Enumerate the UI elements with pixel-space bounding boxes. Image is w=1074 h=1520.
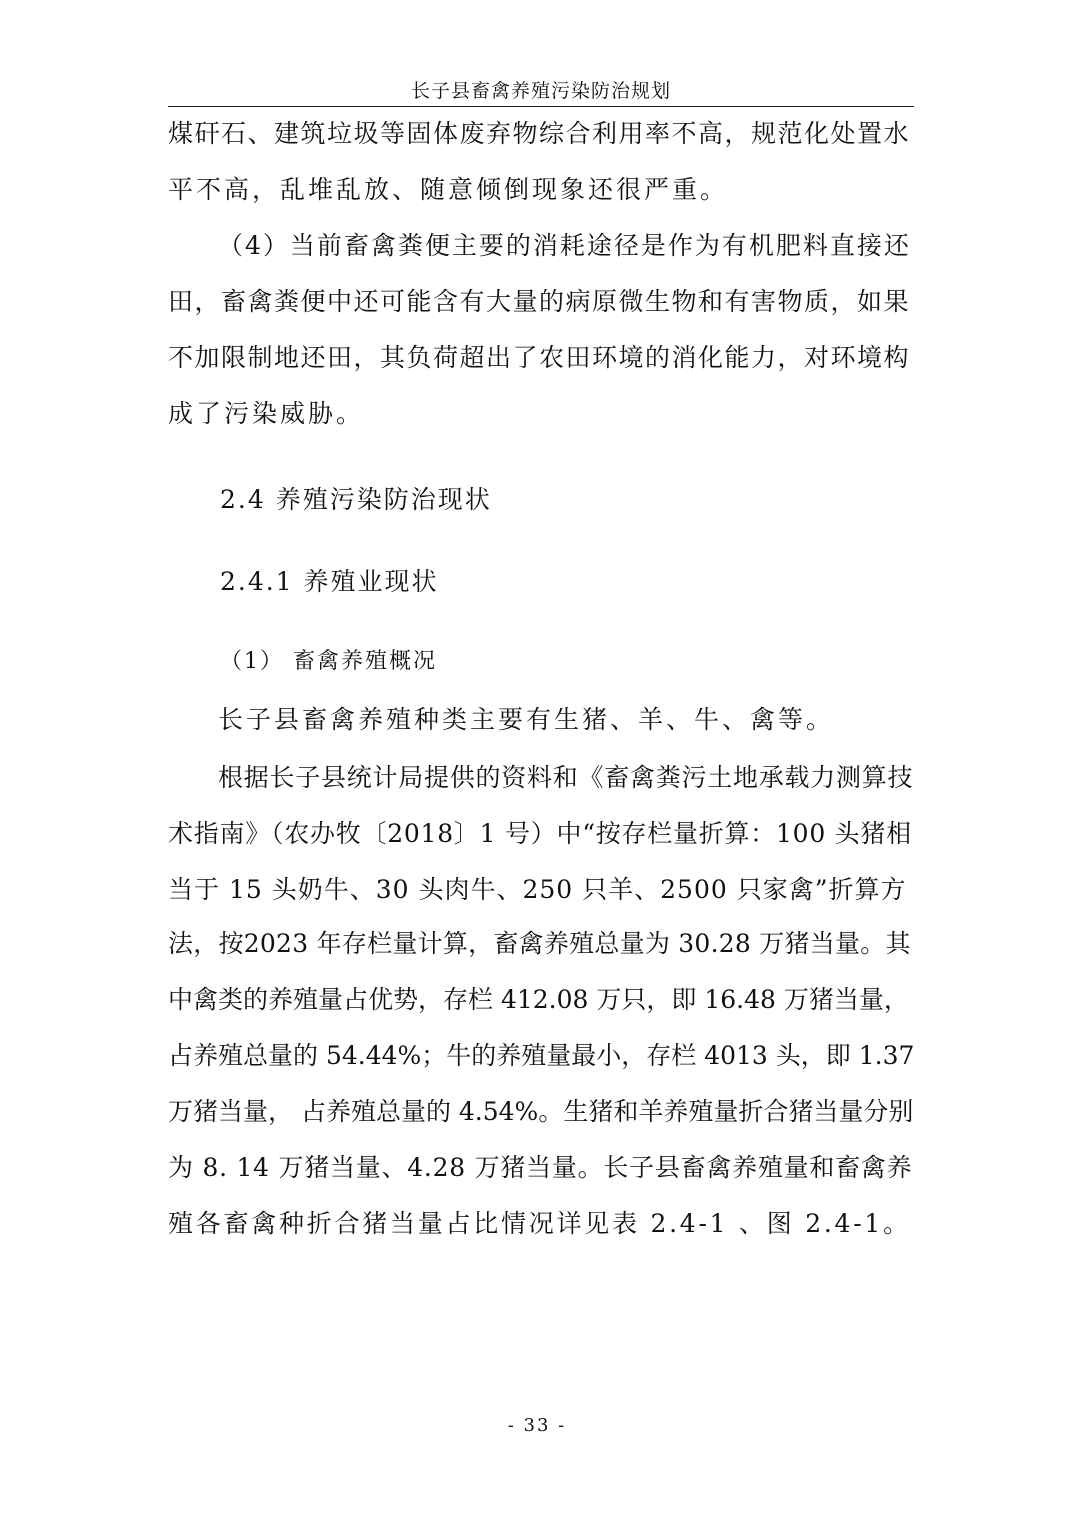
page-number: - 33 - — [507, 1415, 567, 1436]
body-line-2: 平不高，乱堆乱放、随意倾倒现象还很严重。 — [168, 175, 729, 204]
paragraph-line-5: 法，按2023 年存栏量计算，畜禽养殖总量为 30.28 万猪当量。其 — [168, 929, 911, 958]
body-line-5: 不加限制地还田，其负荷超出了农田环境的消化能力，对环境构 — [168, 343, 911, 372]
body-line-6: 成了污染威胁。 — [168, 399, 365, 428]
paragraph-line-2: 根据长子县统计局提供的资料和《畜禽粪污土地承载力测算技 — [218, 763, 914, 792]
body-line-4: 田，畜禽粪便中还可能含有大量的病原微生物和有害物质，如果 — [168, 287, 911, 316]
paragraph-line-10: 殖各畜禽种折合猪当量占比情况详见表 2.4-1 、图 2.4-1。 — [168, 1209, 911, 1238]
paragraph-line-4: 当于 15 头奶牛、30 头肉牛、250 只羊、2500 只家禽”折算方 — [168, 875, 907, 904]
paragraph-line-6: 中禽类的养殖量占优势，存栏 412.08 万只，即 16.48 万猪当量， — [168, 985, 909, 1014]
paragraph-line-7: 占养殖总量的 54.44%；牛的养殖量最小，存栏 4013 头，即 1.37 — [168, 1041, 915, 1070]
paragraph-line-8: 万猪当量， 占养殖总量的 4.54%。生猪和羊养殖量折合猪当量分别 — [168, 1097, 914, 1126]
body-line-3: （4）当前畜禽粪便主要的消耗途径是作为有机肥料直接还 — [218, 231, 911, 260]
paragraph-line-1: 长子县畜禽养殖种类主要有生猪、羊、牛、禽等。 — [218, 705, 835, 734]
running-header: 长子县畜禽养殖污染防治规划 — [410, 80, 671, 102]
paragraph-line-9: 为 8. 14 万猪当量、4.28 万猪当量。长子县畜禽养殖量和畜禽养 — [168, 1153, 913, 1182]
section-heading-2-4: 2.4 养殖污染防治现状 — [220, 485, 492, 514]
body-line-1: 煤矸石、建筑垃圾等固体废弃物综合利用率不高，规范化处置水 — [168, 119, 911, 148]
list-item-heading: （1） 畜禽养殖概况 — [220, 649, 437, 674]
header-divider — [168, 106, 914, 107]
paragraph-line-3: 术指南》（农办牧〔2018〕1 号）中“按存栏量折算：100 头猪相 — [168, 819, 912, 848]
subsection-heading-2-4-1: 2.4.1 养殖业现状 — [220, 567, 439, 596]
